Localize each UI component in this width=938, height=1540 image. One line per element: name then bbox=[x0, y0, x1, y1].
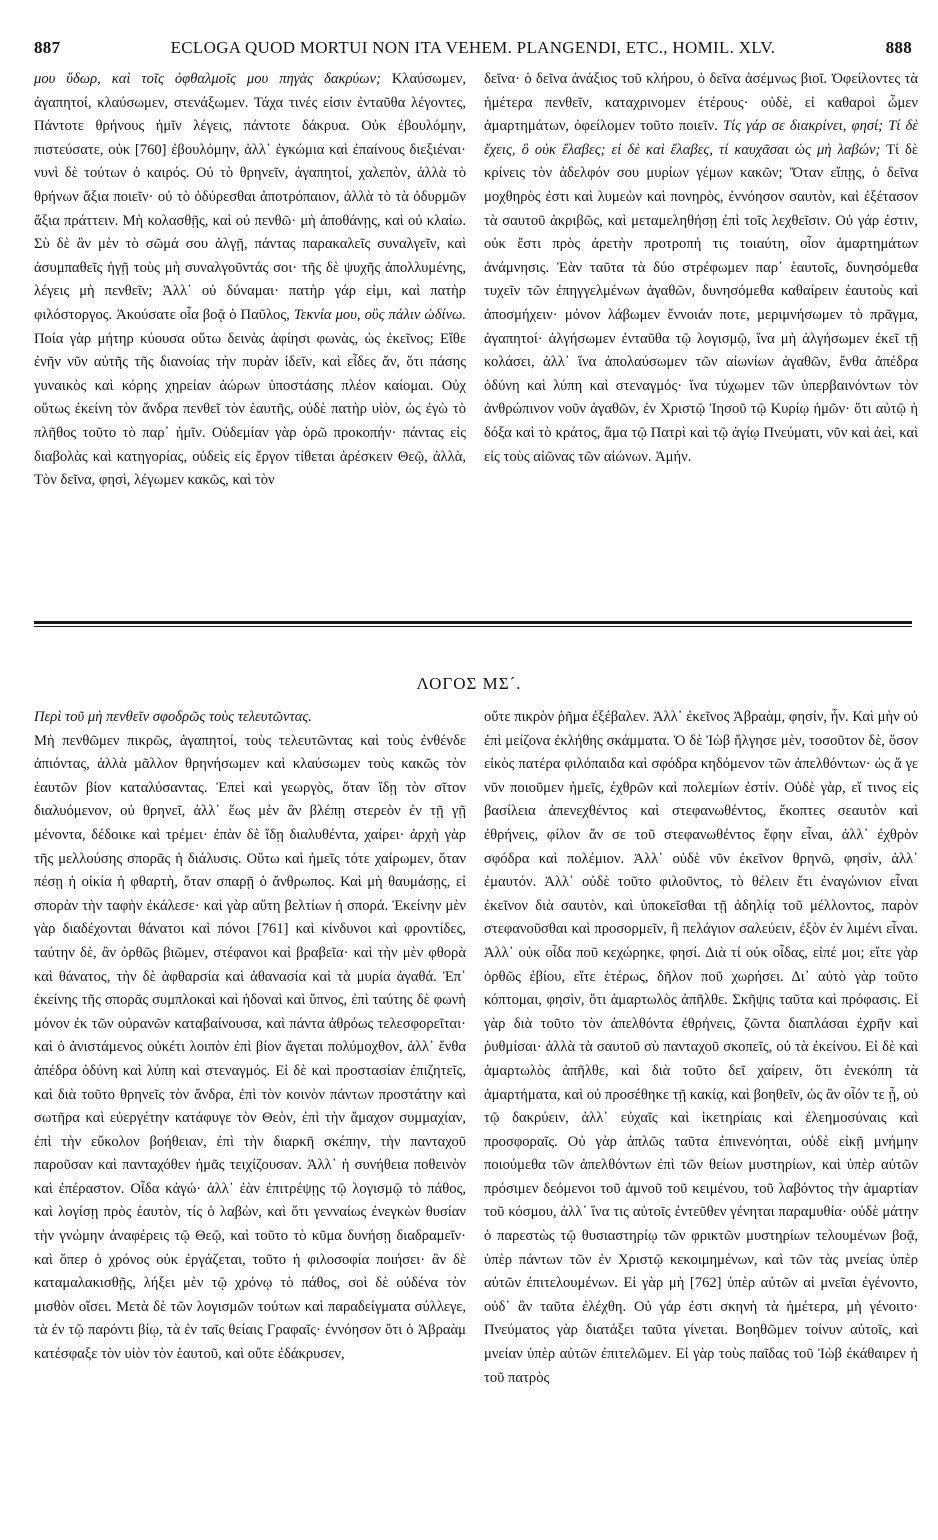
section-divider-thick bbox=[34, 621, 912, 624]
column-bottom-right bbox=[484, 706, 918, 1536]
pauline-quote: Τεκνία μου, οὓς πάλιν ὠδίνω. bbox=[293, 306, 466, 323]
paragraph-text: Κλαύσωμεν, ἀγαπητοί, κλαύσωμεν, στενάξωμεν. Τάχα τινές εἰσιν ἐνταῦθα λέγοντες, Πάντοτε θρήνους ἡμῖν λέγεις, πάντοτε δάκρυα. Οὐκ ἐβουλόμην, πιστεύσατε, οὐκ [760] ἐβουλόμην, ἀλλ᾽ ἐγκώμια καὶ ἐπαίνους διεξιέναι· νυνὶ δὲ τούτων ὁ καιρός. Οὐ τὸ θρηνεῖν, ἀγαπητοί, χαλεπὸν, ἀλλὰ τὸ θρήνων ἄξια ποιεῖν· οὐ τὸ ὀδύρεσθαι ἀποτρόπαιον, ἀλλὰ τὸ τὰ ὀδυρμῶν ἄξια πράττειν. Μὴ κολασθῇς, καὶ οὐ πενθῶ· μὴ ἀποθάνῃς, καὶ οὐ κλαίω. Σὺ δὲ ἂν μὲν τὸ σῶμά σου ἀλγῇ, πάντας παρακαλεῖς συναλγεῖν, καὶ ἀσυμπαθεῖς ἡγῇ τοὺς μὴ συναλγοῦντάς σοι· τῆς δὲ ψυχῆς ἀπολλυμένης, λέγεις μὴ πενθεῖν; Ἀλλ᾽ οὐ δύναμαι· πατὴρ γάρ εἰμι, καὶ πατὴρ φιλόστοργος. Ἀκούσατε οἷα βοᾷ ὁ Παῦλος, bbox=[34, 71, 466, 323]
column-top-right bbox=[484, 68, 918, 600]
column-top-left bbox=[34, 68, 466, 600]
opening-quote: μου ὕδωρ, καὶ τοῖς ὀφθαλμοῖς μου πηγὰς δακρύων; bbox=[34, 71, 381, 87]
paragraph-text: οὔτε πικρὸν ῥῆμα ἐξέβαλεν. Ἀλλ᾽ ἐκεῖνος Ἀβραὰμ, φησίν, ἦν. Καὶ μὴν οὐ ἐπὶ μείζονα ἐκλήθης σκάμματα. Ὁ δὲ Ἰὼβ ἤλγησε μὲν, τοσοῦτον δὲ, ὅσον εἰκὸς πατέρα φιλόπαιδα καὶ σφόδρα κηδόμενον τῶν ἀπελθόντων· ὡς ἅ γε νῦν ποιοῦμεν ἡμεῖς, ἐχθρῶν καὶ πολεμίων ἐστίν. Οὐδὲ γὰρ, εἴ τινος εἰς βασίλεια ἀπενεχθέντος καὶ στεφανωθέντος, ἔκοπτες σεαυτὸν καὶ ἐθρήνεις, φίλον ἄν σε τοῦ στεφανωθέντος ἔφην εἶναι, ἀλλ᾽ ἐχθρὸν σφόδρα καὶ πολέμιον. Ἀλλ᾽ οὐδὲ νῦν ἐκεῖνον θρηνῶ, φησὶν, ἀλλ᾽ ἐμαυτόν. Ἀλλ᾽ οὐδὲ τοῦτο φιλοῦντος, τὸ θέλειν ἔτι ἐναγώνιον εἶναι ἐκεῖνον διὰ σαυτὸν, καὶ ὑποκεῖσθαι τῇ ἀδηλίᾳ τοῦ μέλλοντος, παρὸν στεφανοῦσθαι καὶ προσορμεῖν, ἢ πελάγιον σαλεύειν, ἐξὸν ἐν λιμένι εἶναι. Ἀλλ᾽ οὐκ οἶδα ποῦ κεχώρηκε, φησί. Διὰ τί οὐκ οἶδας, εἰπέ μοι; εἴτε γὰρ ὀρθῶς ἐβίου, εἴτε ἑτέρως, δῆλον ποῦ χωρήσει. Δι᾽ αὐτὸ γὰρ τοῦτο κόπτομαι, φησὶν, ὅτι ἁμαρτωλὸς ἀπῆλθε. Σκῆψις ταῦτα καὶ πρόφασις. Εἰ γὰρ διὰ τοῦτο τὸν ἀπελθόντα ἐθρήνεις, ζῶντα διαπλάσαι ἐχρῆν καὶ ῥυθμίσαι· ἀλλὰ τὰ σαυτοῦ σὺ πανταχοῦ σκοπεῖς, οὐ τὰ ἐκείνου. Εἰ δὲ καὶ ἁμαρτωλὸς ἀπῆλθε, καὶ διὰ τοῦτο δεῖ χαίρειν, ὅτι ἐνεκόπη τὰ ἁμαρτήματα, καὶ οὐ προσέθηκε τῇ κακίᾳ, καὶ βοηθεῖν, ὡς ἂν οἷόν τε ᾖ, οὐ τῷ δακρύειν, ἀλλ᾽ εὐχαῖς καὶ ἱκετηρίαις καὶ ἐλεημοσύναις καὶ προσφοραῖς. Οὐ γὰρ ἁπλῶς ταῦτα ἐπινενόηται, οὐδὲ εἰκῇ μνήμην ποιούμεθα τῶν ἀπελθόντων ἐπὶ τῶν θείων μυστηρίων, καὶ ὑπὲρ αὐτῶν πρόσιμεν δεόμενοι τοῦ ἀμνοῦ τοῦ κειμένου, τοῦ λαβόντος τὴν ἁμαρτίαν τοῦ κόσμου, ἀλλ᾽ ἵνα τις αὐτοῖς ἐντεῦθεν γένηται παραμυθία· οὐδὲ μάτην ὁ παρεστὼς τῷ θυσιαστηρίῳ τῶν φρικτῶν μυστηρίων τελουμένων βοᾷ, ὑπὲρ πάντων τῶν ἐν Χριστῷ κεκοιμημένων, καὶ τῶν τὰς μνείας ὑπὲρ αὐτῶν ἐπιτελουμένων. Εἰ γὰρ μὴ [762] ὑπὲρ αὐτῶν αἱ μνεῖαι ἐγένοντο, οὐδ᾽ ἂν ταῦτα ἐλέχθη. Οὐ γάρ ἐστι σκηνὴ τὰ ἡμέτερα, μὴ γένοιτο· Πνεύματος γὰρ διατάξει ταῦτα γίνεται. Βοηθῶμεν τοίνυν αὐτοῖς, καὶ μνείαν ὑπὲρ αὐτῶν ἐπιτελῶμεν. Εἰ γὰρ τοὺς παῖδας τοῦ Ἰὼβ ἐκάθαιρεν ἡ τοῦ πατρὸς bbox=[484, 709, 918, 1386]
page-number-left: 887 bbox=[34, 38, 61, 57]
paragraph-text-continued: Ποία γὰρ μήτηρ κύουσα οὕτω δεινὰς ἀφίησι φωνὰς, ὡς ἐκεῖνος; Εἴθε ἐνῆν νῦν αὐτῆς τῆς διανοίας τὴν πυρὰν ἰδεῖν, καὶ εἶδες ἄν, ὅτι πάσης γυναικὸς καὶ κόρης χηρείαν ἀώρων ὑποστάσης πλέον καίομαι. Οὐχ οὕτως ἐκείνη τὸν ἄνδρα πενθεῖ τὸν ἑαυτῆς, οὐδὲ πατὴρ υἱὸν, ὡς ἐγὼ τὸ πλῆθος τοῦτο τὸ παρ᾽ ἡμῖν. Οὐδεμίαν γὰρ ὁρῶ προκοπήν· πάντας εἰς διαβολὰς καὶ κατηγορίας, οὐδεὶς εἰς ἔργον τίθεται ἀρέσκειν Θεῷ, ἀλλὰ, Τὸν δεῖνα, φησὶ, λέγωμεν κακῶς, καὶ τὸν bbox=[34, 330, 466, 489]
paragraph-text: δεῖνα· ὁ δεῖνα ἀνάξιος τοῦ κλήρου, ὁ δεῖνα ἀσέμνως βιοῖ. Ὀφείλοντες τὰ ἡμέτερα πενθεῖν, καταχρινομεν ἑτέρους· οὐδὲ, εἰ καθαροὶ ὦμεν ἁμαρτημάτων, ὀφείλομεν τοῦτο ποιεῖν. bbox=[484, 71, 918, 135]
paragraph-text: Μὴ πενθῶμεν πικρῶς, ἀγαπητοί, τοὺς τελευτῶντας καὶ τοὺς ἐνθένδε ἀπιόντας, ἀλλὰ μᾶλλον θρηνήσωμεν καὶ κλαύσωμεν τοὺς κακῶς τὸν ἑαυτῶν βίον καταλύσαντας. Ἐπεὶ καὶ γεωργὸς, ὅταν ἴδῃ τὸν σῖτον διαλυόμενον, οὐ θρηνεῖ, ἀλλ᾽ ἕως μὲν ἂν βλέπῃ στερεὸν ἐν τῇ γῇ μένοντα, δέδοικε καὶ τρέμει· ἐπὰν δὲ ἴδῃ διαλυθέντα, χαίρει· ἀρχὴ γὰρ τῆς μελλούσης σπορᾶς ἡ διάλυσις. Οὕτω καὶ ἡμεῖς τότε χαίρωμεν, ὅταν πέσῃ ἡ οἰκία ἡ φθαρτὴ, ὅταν σπαρῇ ὁ ἄνθρωπος. Καὶ μὴ θαυμάσῃς, εἰ σπορὰν τὴν ταφὴν ἐκάλεσε· καὶ γὰρ αὕτη βελτίων ἡ σπορά. Ἐκείνην μὲν γὰρ διαδέχονται θάνατοι καὶ πόνοι [761] καὶ κίνδυνοι καὶ φροντίδες, ταύτην δὲ, ἂν ὀρθῶς βιῶμεν, στέφανοι καὶ βραβεῖα· καὶ τὴν μὲν φθορὰ καὶ θάνατος, τὴν δὲ ἀφθαρσία καὶ ἀθανασία καὶ τὰ μυρία ἀγαθά. Ἐπ᾽ ἐκείνης τῆς σπορᾶς συμπλοκαὶ καὶ ἡδοναὶ καὶ ὕπνος, ἐπὶ ταύτης δὲ φωνὴ μόνον ἐκ τῶν οὐρανῶν καταβαίνουσα, καὶ πάντα ἀθρόως τελεσφορεῖται· καὶ ὁ ἀνιστάμενος οὐκέτι λοιπὸν ἐπὶ βίον ἄγεται πολύμοχθον, ἀλλ᾽ ἔνθα ἀπέδρα ὀδύνη καὶ λύπη καὶ στεναγμός. Εἰ δὲ καὶ προστασίαν ἐπιζητεῖς, καὶ διὰ τοῦτο θρηνεῖς τὸν ἄνδρα, ἐπὶ τὸν κοινὸν πάντων προστάτην καὶ σωτῆρα καὶ εὐεργέτην κατάφυγε τὸν Θεὸν, ἐπὶ τὴν ἄμαχον συμμαχίαν, ἐπὶ τὴν εὔκολον βοήθειαν, ἐπὶ τὴν διαρκῆ σκέπην, τὴν πανταχοῦ παροῦσαν καὶ πανταχόθεν ἡμᾶς τειχίζουσαν. Ἀλλ᾽ ἡ συνήθεια ποθεινὸν καὶ ἐπέραστον. Οἶδα κἀγώ· ἀλλ᾽ ἐὰν ἐπιτρέψῃς τῷ λογισμῷ τὸ πάθος, καὶ λογίσῃ πρὸς ἑαυτὸν, τίς ὁ λαβὼν, καὶ ὅτι γενναίως ἐνεγκὼν θυσίαν τὴν γνώμην ἀναφέρεις τῷ Θεῷ, καὶ τοῦτο τὸ κῦμα δυνήσῃ διαδραμεῖν· καὶ ὅπερ ὁ χρόνος οὐκ ἐργάζεται, τοῦτο ἡ φιλοσοφία ποιήσει· ἂν δὲ καταμαλακισθῇς, λήξει μὲν τῷ χρόνῳ τὸ πάθος, σοὶ δὲ οὐδένα τὸν μισθὸν οἴσει. Μετὰ δὲ τῶν λογισμῶν τούτων καὶ παραδείγματα σύλλεγε, τὰ ἐν τῷ παρόντι βίῳ, τὰ ἐν ταῖς θείαις Γραφαῖς· ἐννόησον ὅτι ὁ Ἀβραὰμ κατέσφαξε τὸν υἱὸν τὸν ἑαυτοῦ, καὶ οὔτε ἐδάκρυσεν, bbox=[34, 732, 466, 1363]
paragraph-text-continued: Τί δὲ κρίνεις τὸν ἀδελφόν σου μυρίων γέμων κακῶν; Ὅταν εἴπῃς, ὁ δεῖνα μοχθηρὸς ἐστι καὶ λυμεὼν καὶ πονηρὸς, ἐννόησον σαυτὸν, καὶ ἐξέτασον τὰ σαυτοῦ ἀκριβῶς, καὶ μεταμεληθήσῃ ἐπὶ τοῖς λεχθεῖσιν. Οὐ γάρ ἐστιν, οὐκ ἔστι πρὸς ἀρετὴν προτροπή τις τοιαύτη, οἷον ἁμαρτημάτων ἀνάμνησις. Ἐὰν ταῦτα τὰ δύο στρέφωμεν παρ᾽ ἑαυτοῖς, δυνησόμεθα τυχεῖν τῶν ἐπηγγελμένων ἀγαθῶν, δυνησόμεθα καθαίρειν ἑαυτοὺς καὶ ἀποσμήχειν· μόνον λάβωμεν ἔννοιάν ποτε, μεριμνήσωμεν τὸ πρᾶγμα, ἀγαπητοί· ἀλγήσωμεν ἐνταῦθα τῷ λογισμῷ, ἵνα μὴ ἀλγήσωμεν ἐκεῖ τῇ κολάσει, ἀλλ᾽ ἵνα ἀπολαύσωμεν τῶν αἰωνίων ἀγαθῶν, ἔνθα ἀπέδρα ὀδύνη καὶ λύπη καὶ στεναγμός· ἵνα τύχωμεν τῶν ὑπερβαινόντων τὸν ἀνθρώπινον νοῦν ἀγαθῶν, ἐν Χριστῷ Ἰησοῦ τῷ Κυρίῳ ἡμῶν· ὅτι αὐτῷ ἡ δόξα καὶ τὸ κράτος, ἅμα τῷ Πατρὶ καὶ τῷ ἁγίῳ Πνεύματι, νῦν καὶ ἀεὶ, καὶ εἰς τοὺς αἰῶνας τῶν αἰώνων. Ἀμήν. bbox=[484, 141, 918, 465]
running-header bbox=[34, 38, 912, 60]
homily-heading: Περὶ τοῦ μὴ πενθεῖν σφοδρῶς τοὺς τελευτῶντας. bbox=[34, 709, 312, 725]
page-number-right: 888 bbox=[885, 38, 912, 57]
section-title: ΛΟΓΟΣ ΜΣ´. bbox=[416, 674, 522, 693]
running-title: ECLOGA QUOD MORTUI NON ITA VEHEM. PLANGENDI, ETC., HOMIL. XLV. bbox=[170, 38, 776, 57]
column-bottom-left bbox=[34, 706, 466, 1536]
section-divider-thin bbox=[34, 626, 912, 627]
scripture-quote: Τίς γάρ σε διακρίνει, φησί; Τί δὲ ἔχεις, ὃ οὐκ ἔλαβες; εἰ δὲ καὶ ἔλαβες, τί καυχᾶσαι ὡς μὴ λαβών; bbox=[484, 118, 918, 158]
